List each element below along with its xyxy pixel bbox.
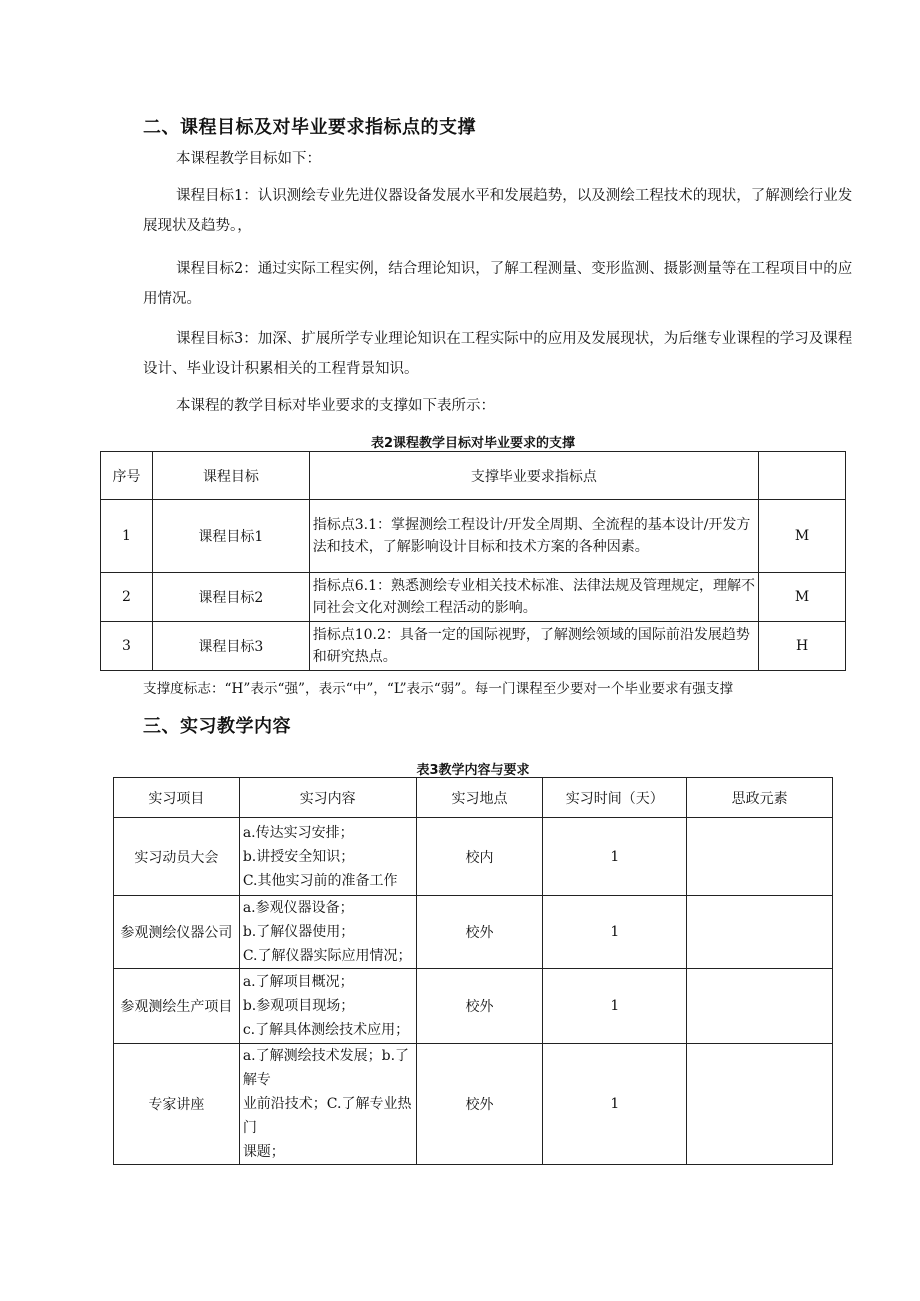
content-line: C.了解仪器实际应用情况； bbox=[242, 948, 412, 964]
content-line: C.其他实习前的准备工作 bbox=[242, 872, 398, 889]
header-ideology: 思政元素 bbox=[687, 778, 833, 818]
table-row bbox=[101, 622, 846, 671]
content-line: a.参观仪器设备； bbox=[242, 900, 354, 916]
header-content: 实习内容 bbox=[239, 778, 416, 818]
table-header-row bbox=[101, 452, 846, 500]
support-table bbox=[100, 451, 846, 671]
row-ideology bbox=[687, 896, 833, 969]
row-project: 专家讲座 bbox=[114, 1044, 240, 1165]
row-place: 校外 bbox=[416, 1044, 543, 1165]
row-level: M bbox=[759, 500, 846, 573]
row-goal: 课程目标3 bbox=[152, 622, 309, 671]
row-ideology bbox=[687, 1044, 833, 1165]
header-goal: 课程目标 bbox=[152, 452, 309, 500]
row-days: 1 bbox=[543, 969, 687, 1044]
support-intro: 本课程的教学目标对毕业要求的支撑如下表所示： bbox=[176, 398, 495, 414]
row-point: 指标点10.2：具备一定的国际视野，了解测绘领域的国际前沿发展趋势和研究热点。 bbox=[309, 622, 758, 671]
table-header-row bbox=[114, 778, 833, 818]
content-line: b.参观项目现场； bbox=[242, 998, 355, 1014]
content-line: b.了解仪器使用； bbox=[242, 924, 355, 940]
header-level bbox=[759, 452, 846, 500]
row-point: 指标点3.1：掌握测绘工程设计/开发全周期、全流程的基本设计/开发方法和技术，了解影响设计目标和技术方案的各种因素。 bbox=[309, 500, 758, 573]
row-place: 校外 bbox=[416, 896, 543, 969]
content-line: 课题； bbox=[242, 1144, 285, 1160]
row-no: 3 bbox=[101, 622, 153, 671]
content-table bbox=[113, 777, 833, 1165]
row-point: 指标点6.1：熟悉测绘专业相关技术标准、法律法规及管理规定，理解不同社会文化对测绘工程活动的影响。 bbox=[309, 573, 758, 622]
header-project: 实习项目 bbox=[114, 778, 240, 818]
row-level: H bbox=[759, 622, 846, 671]
table-row bbox=[114, 818, 833, 896]
row-days: 1 bbox=[543, 818, 687, 896]
content-line: b.讲授安全知识； bbox=[242, 848, 355, 865]
table-row bbox=[101, 500, 846, 573]
table-row bbox=[114, 896, 833, 969]
row-goal: 课程目标2 bbox=[152, 573, 309, 622]
row-content bbox=[239, 818, 416, 896]
row-project: 实习动员大会 bbox=[114, 818, 240, 896]
section-heading: 二、课程目标及对毕业要求指标点的支撑 bbox=[143, 117, 476, 138]
table-3-caption: 表3教学内容与要求 bbox=[416, 763, 530, 778]
row-content bbox=[239, 1044, 416, 1165]
content-line: a.了解测绘技术发展；b.了解专 bbox=[242, 1048, 410, 1088]
row-ideology bbox=[687, 969, 833, 1044]
row-content bbox=[239, 969, 416, 1044]
row-project: 参观测绘生产项目 bbox=[114, 969, 240, 1044]
row-no: 2 bbox=[101, 573, 153, 622]
header-point: 支撑毕业要求指标点 bbox=[309, 452, 758, 500]
content-line: c.了解具体测绘技术应用； bbox=[242, 1022, 410, 1038]
course-goal-1: 课程目标1：认识测绘专业先进仪器设备发展水平和发展趋势，以及测绘工程技术的现状，了解测绘行业发展现状及趋势。， bbox=[143, 188, 853, 234]
header-days: 实习时间（天） bbox=[543, 778, 687, 818]
header-place: 实习地点 bbox=[416, 778, 543, 818]
table-row bbox=[101, 573, 846, 622]
intro-text: 本课程教学目标如下： bbox=[176, 151, 321, 167]
row-days: 1 bbox=[543, 896, 687, 969]
row-place: 校外 bbox=[416, 969, 543, 1044]
row-place: 校内 bbox=[416, 818, 543, 896]
section-heading: 三、实习教学内容 bbox=[143, 716, 291, 737]
header-no: 序号 bbox=[101, 452, 153, 500]
content-line: a.传达实习安排； bbox=[242, 824, 354, 841]
row-days: 1 bbox=[543, 1044, 687, 1165]
support-note: 支撑度标志：“H”表示“强”，表示“中”，“L”表示“弱”。每一门课程至少要对一个毕业要求有强支撑 bbox=[143, 681, 734, 697]
table-2-caption: 表2课程教学目标对毕业要求的支撑 bbox=[370, 436, 576, 451]
content-line: a.了解项目概况； bbox=[242, 974, 354, 990]
row-content bbox=[239, 896, 416, 969]
row-level: M bbox=[759, 573, 846, 622]
table-row bbox=[114, 1044, 833, 1165]
row-project: 参观测绘仪器公司 bbox=[114, 896, 240, 969]
course-goal-2: 课程目标2：通过实际工程实例，结合理论知识，了解工程测量、变形监测、摄影测量等在工程项目中的应用情况。 bbox=[143, 261, 853, 307]
content-line: 业前沿技术；C.了解专业热门 bbox=[242, 1096, 412, 1136]
table-row bbox=[114, 969, 833, 1044]
row-no: 1 bbox=[101, 500, 153, 573]
row-ideology bbox=[687, 818, 833, 896]
course-goal-3: 课程目标3：加深、扩展所学专业理论知识在工程实际中的应用及发展现状，为后继专业课程的学习及课程设计、毕业设计积累相关的工程背景知识。 bbox=[143, 331, 853, 377]
row-goal: 课程目标1 bbox=[152, 500, 309, 573]
